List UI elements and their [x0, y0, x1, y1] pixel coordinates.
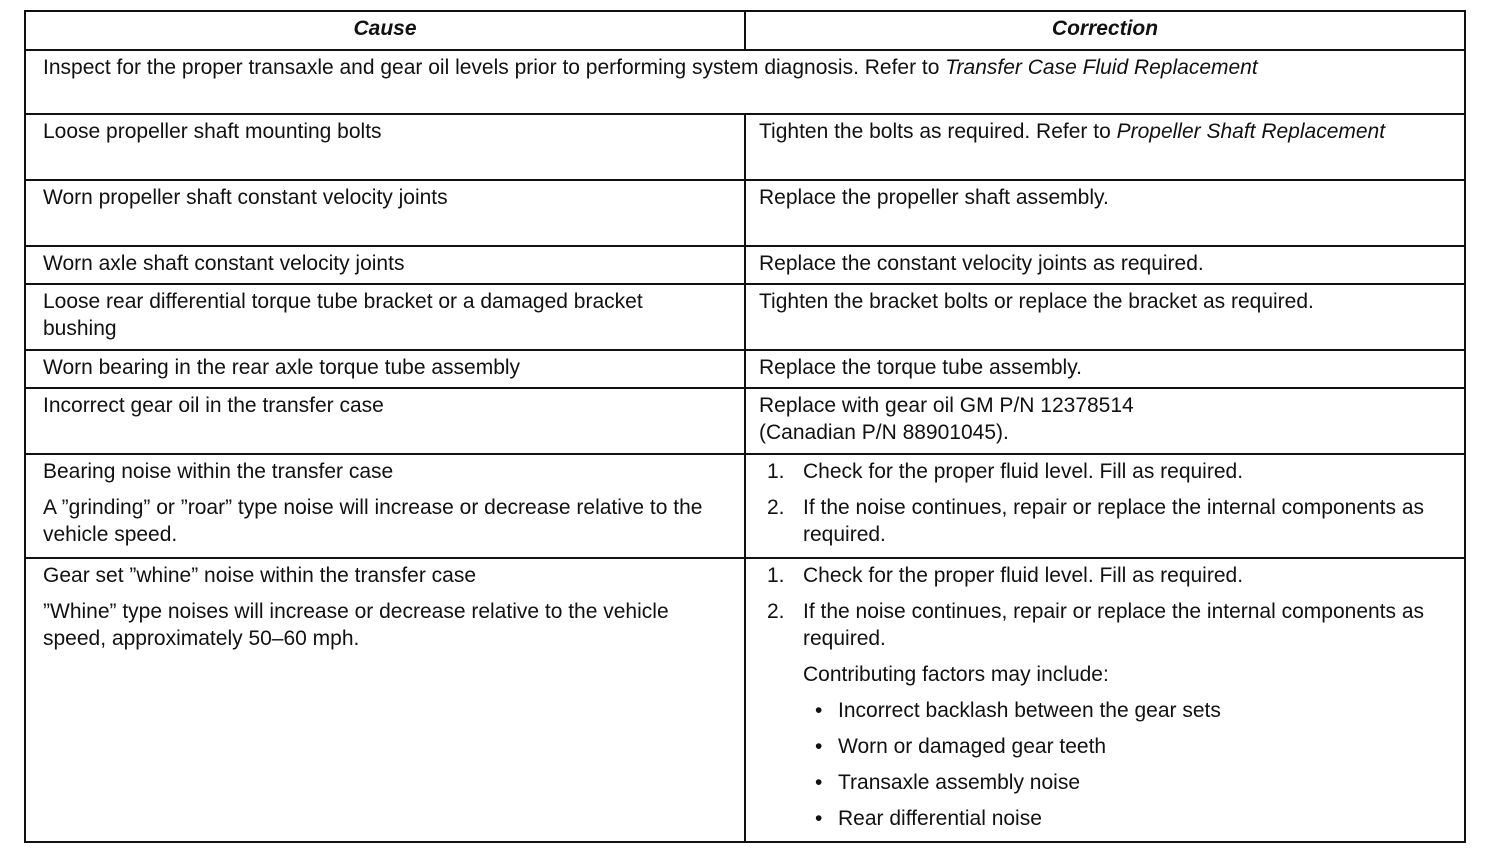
table-row [25, 454, 1465, 558]
correction-line: Replace with gear oil GM P/N 12378514 [759, 394, 1134, 417]
correction-steps [746, 458, 1454, 548]
correction-cell [745, 180, 1465, 246]
cause-note: A ”grinding” or ”roar” type noise will increase or decrease relative to the vehicle speed. [43, 496, 703, 546]
cause-text: Bearing noise within the transfer case [43, 460, 394, 483]
factors-label: Contributing factors may include: [803, 663, 1109, 686]
bullet-icon: • [815, 771, 823, 794]
correction-cell [745, 350, 1465, 388]
list-item [746, 598, 1454, 652]
correction-text: Tighten the bracket bolts or replace the bracket as required. [759, 290, 1314, 313]
table-row [25, 388, 1465, 454]
cause-cell [25, 284, 745, 350]
list-item [746, 769, 1454, 796]
list-item [746, 733, 1454, 760]
cause-cell [25, 246, 745, 284]
correction-cell [745, 246, 1465, 284]
cause-header: Cause [25, 11, 745, 50]
step-text: If the noise continues, repair or replace the internal components as required. [803, 600, 1425, 650]
correction-steps [746, 562, 1454, 652]
table-row [25, 246, 1465, 284]
correction-cell [745, 284, 1465, 350]
step-text: Check for the proper fluid level. Fill as required. [803, 564, 1244, 587]
bullet-icon: • [815, 699, 823, 722]
cause-text: Loose rear differential torque tube bracket or a damaged bracket bushing [43, 290, 643, 340]
correction-text: Replace the torque tube assembly. [759, 356, 1082, 379]
intro-cell [25, 50, 1465, 114]
cause-text: Incorrect gear oil in the transfer case [43, 394, 384, 417]
cause-text: Worn bearing in the rear axle torque tube assembly [43, 356, 521, 379]
table-row [25, 350, 1465, 388]
list-item [746, 562, 1454, 589]
step-number: 1. [767, 460, 785, 483]
correction-header: Correction [745, 11, 1465, 50]
cause-text: Gear set ”whine” noise within the transfer case [43, 564, 477, 587]
list-item [746, 494, 1454, 548]
bullet-icon: • [815, 735, 823, 758]
intro-row [25, 50, 1465, 114]
factor-text: Incorrect backlash between the gear sets [838, 699, 1221, 722]
correction-cell [745, 114, 1465, 180]
bullet-icon: • [815, 807, 823, 830]
cause-cell [25, 388, 745, 454]
step-text: Check for the proper fluid level. Fill as required. [803, 460, 1244, 483]
cause-cell [25, 114, 745, 180]
correction-line: (Canadian P/N 88901045). [759, 421, 1009, 444]
intro-text: Inspect for the proper transaxle and gear oil levels prior to performing system diagnosis. Refer to [43, 56, 946, 79]
cause-cell [25, 558, 745, 842]
table-row [25, 284, 1465, 350]
table-row [25, 180, 1465, 246]
table-row [25, 114, 1465, 180]
cause-note: ”Whine” type noises will increase or decrease relative to the vehicle speed, approximately 50–60 mph. [43, 600, 669, 650]
cause-cell [25, 454, 745, 558]
list-item [746, 458, 1454, 485]
correction-text: Replace the constant velocity joints as required. [759, 252, 1204, 275]
cause-text: Loose propeller shaft mounting bolts [43, 120, 382, 143]
step-number: 1. [767, 564, 785, 587]
step-number: 2. [767, 496, 785, 519]
factor-text: Transaxle assembly noise [838, 771, 1080, 794]
table-row [25, 558, 1465, 842]
cause-cell [25, 350, 745, 388]
list-item [746, 697, 1454, 724]
diagnosis-table [24, 10, 1466, 843]
factor-text: Worn or damaged gear teeth [838, 735, 1107, 758]
factors-list [746, 697, 1454, 832]
step-text: If the noise continues, repair or replace the internal components as required. [803, 496, 1425, 546]
factor-text: Rear differential noise [838, 807, 1042, 830]
cause-cell [25, 180, 745, 246]
list-item [746, 805, 1454, 832]
correction-cell [745, 388, 1465, 454]
cause-text: Worn axle shaft constant velocity joints [43, 252, 405, 275]
header-row [25, 11, 1465, 50]
correction-reference: Propeller Shaft Replacement [1116, 120, 1386, 143]
correction-cell [745, 454, 1465, 558]
correction-text: Replace the propeller shaft assembly. [759, 186, 1109, 209]
intro-reference: Transfer Case Fluid Replacement [945, 56, 1258, 79]
step-number: 2. [767, 600, 785, 623]
correction-text: Tighten the bolts as required. Refer to [759, 120, 1117, 143]
correction-cell [745, 558, 1465, 842]
cause-text: Worn propeller shaft constant velocity joints [43, 186, 448, 209]
